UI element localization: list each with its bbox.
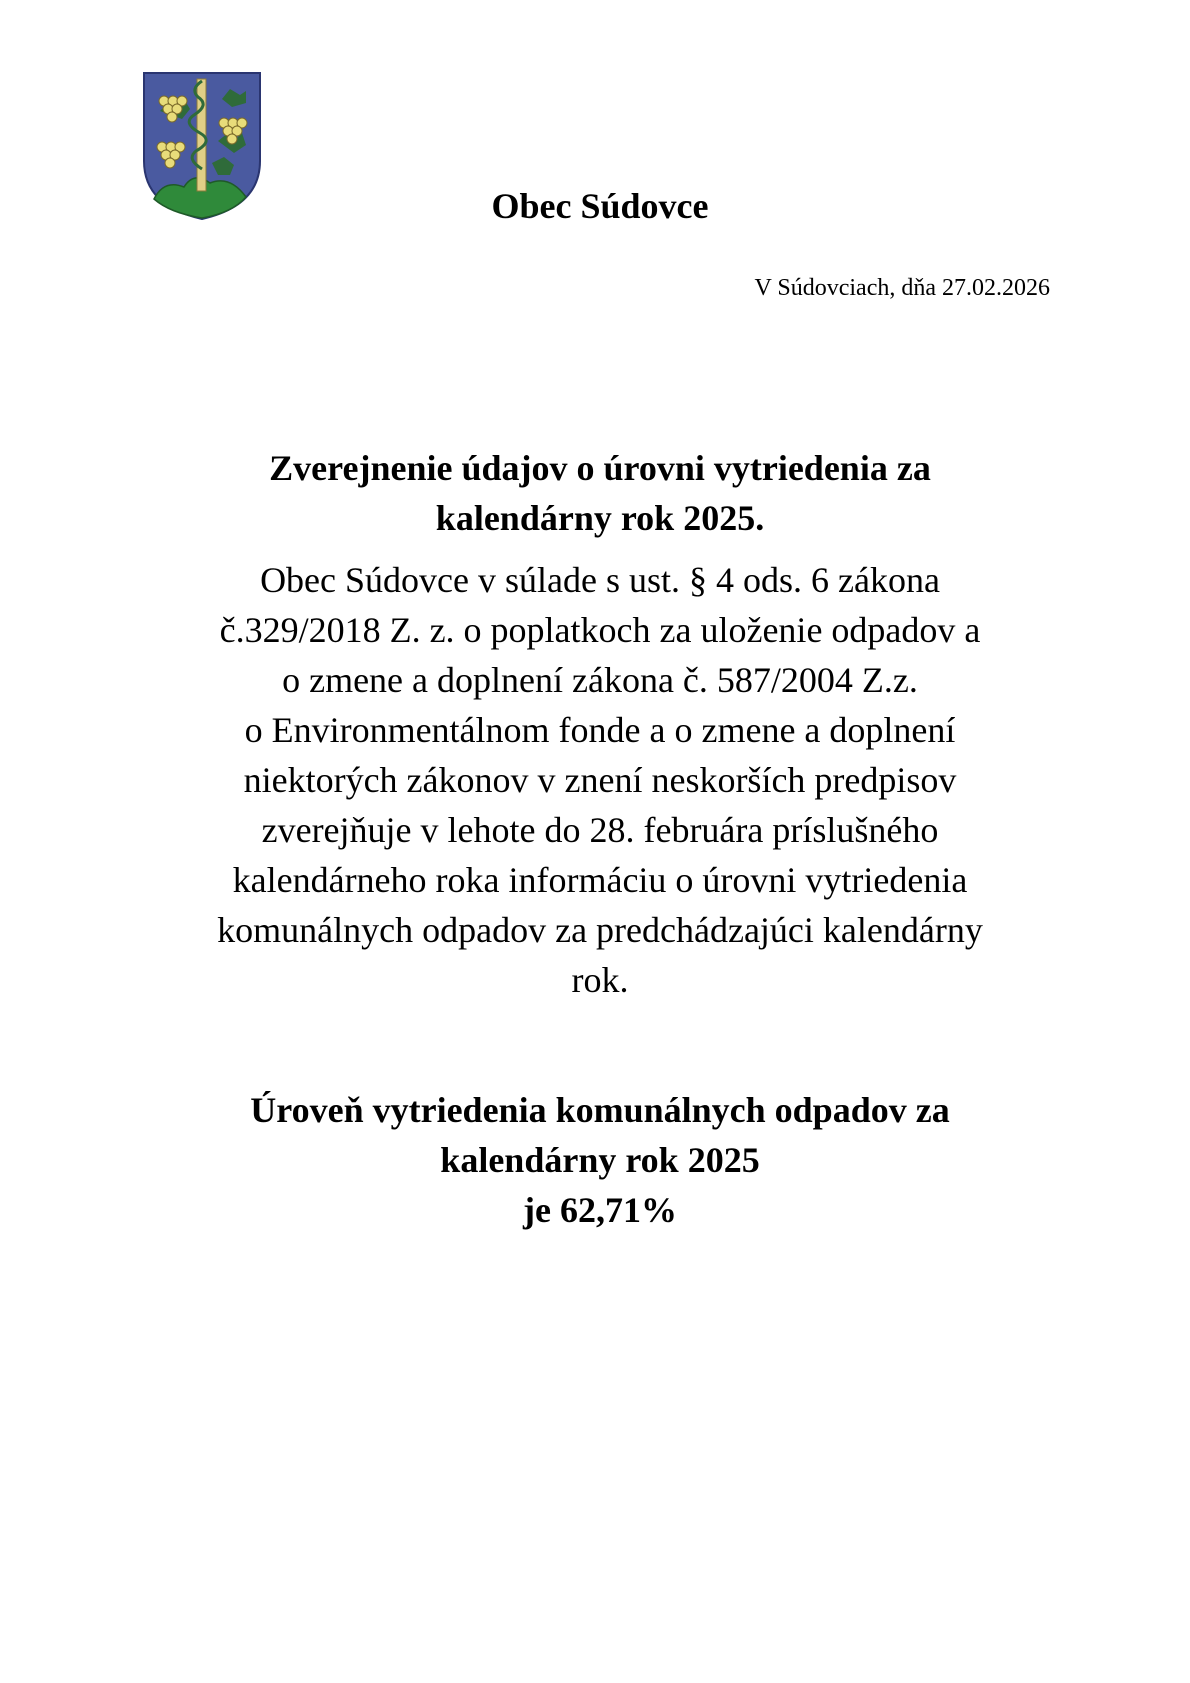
announcement-title-line: Zverejnenie údajov o úrovni vytriedenia za [269,448,931,488]
body-line: rok. [571,960,629,1000]
body-line: o Environmentálnom fonde a o zmene a doplnení [244,710,956,750]
body-line: č.329/2018 Z. z. o poplatkoch za uloženie odpadov a [219,610,981,650]
result-line: kalendárny rok 2025 [440,1140,760,1180]
municipality-name: Obec Súdovce [491,186,709,226]
announcement-body [130,555,1070,1005]
announcement-title-line: kalendárny rok 2025. [435,498,765,538]
body-line: Obec Súdovce v súlade s ust. § 4 ods. 6 zákona [260,560,940,600]
body-line: kalendárneho roka informáciu o úrovni vytriedenia [232,860,968,900]
body-line: o zmene a doplnení zákona č. 587/2004 Z.z. [282,660,918,700]
result-line: Úroveň vytriedenia komunálnych odpadov za [250,1090,950,1130]
place-and-date: V Súdovciach, dňa 27.02.2026 [754,275,1050,301]
body-line: zverejňuje v lehote do 28. februára príslušného [261,810,939,850]
body-line: komunálnych odpadov za predchádzajúci kalendárny [217,910,983,950]
sorting-level-result [130,1085,1070,1235]
body-line: niektorých zákonov v znení neskorších predpisov [243,760,957,800]
coat-of-arms-icon [142,71,262,221]
announcement-title [130,443,1070,543]
result-percentage: je 62,71% [523,1190,677,1230]
